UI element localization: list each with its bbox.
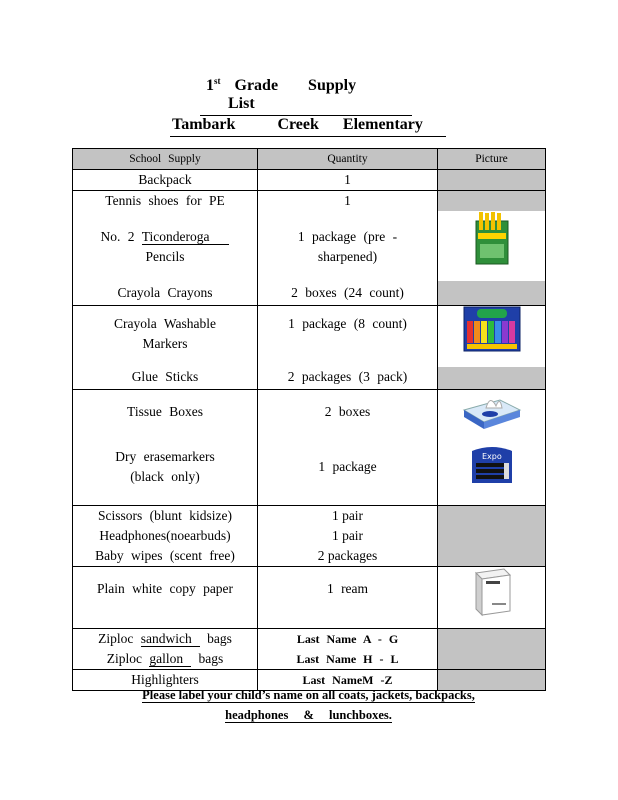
header-item: School Supply <box>73 149 258 170</box>
qty-backpack: 1 <box>258 170 438 191</box>
markers-box-icon <box>463 306 521 352</box>
item-ziploc-sandwich-b: sandwich <box>141 631 200 647</box>
qty-paper: 1 ream <box>258 566 438 628</box>
item-ziploc-sandwich <box>73 628 258 649</box>
qty-pencils-b: sharpened) <box>317 249 378 264</box>
qty-wipes: 2 packages <box>258 546 438 567</box>
item-ziploc-gallon <box>73 649 258 670</box>
item-scissors: Scissors (blunt kidsize) <box>73 505 258 526</box>
table-row <box>73 191 546 212</box>
item-markers-b: Markers <box>142 335 188 351</box>
header-quantity: Quantity <box>258 149 438 170</box>
table-row <box>73 389 546 445</box>
label-instructions-line1: Please label your child’s name on all coats, jackets, backpacks, <box>142 688 475 702</box>
table-row <box>73 211 546 281</box>
picture-cell-empty <box>438 649 546 670</box>
item-dryerase-b: (black only) <box>130 469 200 484</box>
item-markers-a: Crayola Washable <box>113 315 216 331</box>
tissue-box-icon <box>460 390 524 430</box>
picture-cell-empty <box>438 191 546 212</box>
item-ziploc-sandwich-a: Ziploc <box>98 630 134 646</box>
table-row <box>73 305 546 367</box>
qty-glue: 2 packages (3 pack) <box>258 367 438 389</box>
table-row <box>73 628 546 649</box>
picture-cell-empty <box>438 281 546 305</box>
item-dryerase <box>73 445 258 505</box>
picture-paper <box>438 566 546 628</box>
table-row <box>73 367 546 389</box>
table-row <box>73 170 546 191</box>
item-tissue: Tissue Boxes <box>73 389 258 445</box>
school-word-3: Elementary <box>342 116 423 133</box>
item-ziploc-gallon-a: Ziploc <box>106 650 142 666</box>
table-row <box>73 445 546 505</box>
qty-tennis: 1 <box>258 191 438 212</box>
table-row <box>73 505 546 526</box>
label-instructions <box>72 685 545 725</box>
qty-headphones: 1 pair <box>258 526 438 546</box>
title-word-supply: Supply <box>308 77 357 95</box>
pencils-box-icon <box>475 211 509 265</box>
item-ziploc-gallon-c: bags <box>198 650 224 666</box>
picture-cell-empty <box>438 505 546 566</box>
item-backpack: Backpack <box>73 170 258 191</box>
item-pencils <box>73 211 258 281</box>
table-row <box>73 649 546 670</box>
qty-ziploc-gallon: Last Name H - L <box>258 649 438 670</box>
item-tennis: Tennis shoes for PE <box>73 191 258 212</box>
qty-markers: 1 package (8 count) <box>258 305 438 367</box>
qty-pencils-a: 1 package (pre - <box>297 229 398 244</box>
picture-cell-empty <box>438 367 546 389</box>
picture-cell-empty <box>438 170 546 191</box>
item-dryerase-a: Dry erasemarkers <box>115 449 215 464</box>
item-glue: Glue Sticks <box>73 367 258 389</box>
label-instructions-line2: headphones & lunchboxes. <box>225 708 392 722</box>
qty-dryerase: 1 package <box>258 445 438 505</box>
school-word-2: Creek <box>277 116 319 133</box>
picture-cell-empty <box>438 628 546 649</box>
item-crayons: Crayola Crayons <box>73 281 258 305</box>
table-header <box>73 149 546 170</box>
item-markers <box>73 305 258 367</box>
qty-tissue: 2 boxes <box>258 389 438 445</box>
item-ziploc-sandwich-c: bags <box>207 630 232 646</box>
page-title <box>200 76 412 116</box>
item-wipes: Baby wipes (scent free) <box>73 546 258 567</box>
qty-scissors: 1 pair <box>258 505 438 526</box>
title-word-list: List <box>228 95 255 113</box>
qty-highlighters: Last NameM -Z <box>258 669 438 690</box>
copy-paper-ream-icon <box>470 567 514 617</box>
item-pencils-c: Pencils <box>145 249 185 264</box>
title-word-grade: Grade <box>234 77 279 95</box>
item-highlighters: Highlighters <box>73 669 258 690</box>
picture-dryerase <box>438 445 546 505</box>
item-ziploc-gallon-b: gallon <box>149 651 191 667</box>
header-picture: Picture <box>438 149 546 170</box>
svg-text:Expo: Expo <box>481 452 502 461</box>
dry-erase-markers-icon <box>468 445 516 485</box>
picture-pencils <box>438 211 546 281</box>
item-headphones: Headphones(noearbuds) <box>73 526 258 546</box>
grade-number: 1 <box>206 77 214 95</box>
school-name <box>170 116 446 137</box>
picture-tissue <box>438 389 546 445</box>
picture-markers <box>438 305 546 367</box>
item-pencils-brand: Ticonderoga <box>142 229 230 245</box>
qty-pencils <box>258 211 438 281</box>
school-word-1: Tambark <box>172 116 236 133</box>
table-row <box>73 281 546 305</box>
table-row <box>73 566 546 628</box>
grade-suffix: st <box>214 76 221 86</box>
qty-crayons: 2 boxes (24 count) <box>258 281 438 305</box>
qty-ziploc-sandwich: Last Name A - G <box>258 628 438 649</box>
item-paper: Plain white copy paper <box>73 566 258 628</box>
item-pencils-a: No. 2 <box>100 229 135 244</box>
supply-table <box>72 148 546 691</box>
